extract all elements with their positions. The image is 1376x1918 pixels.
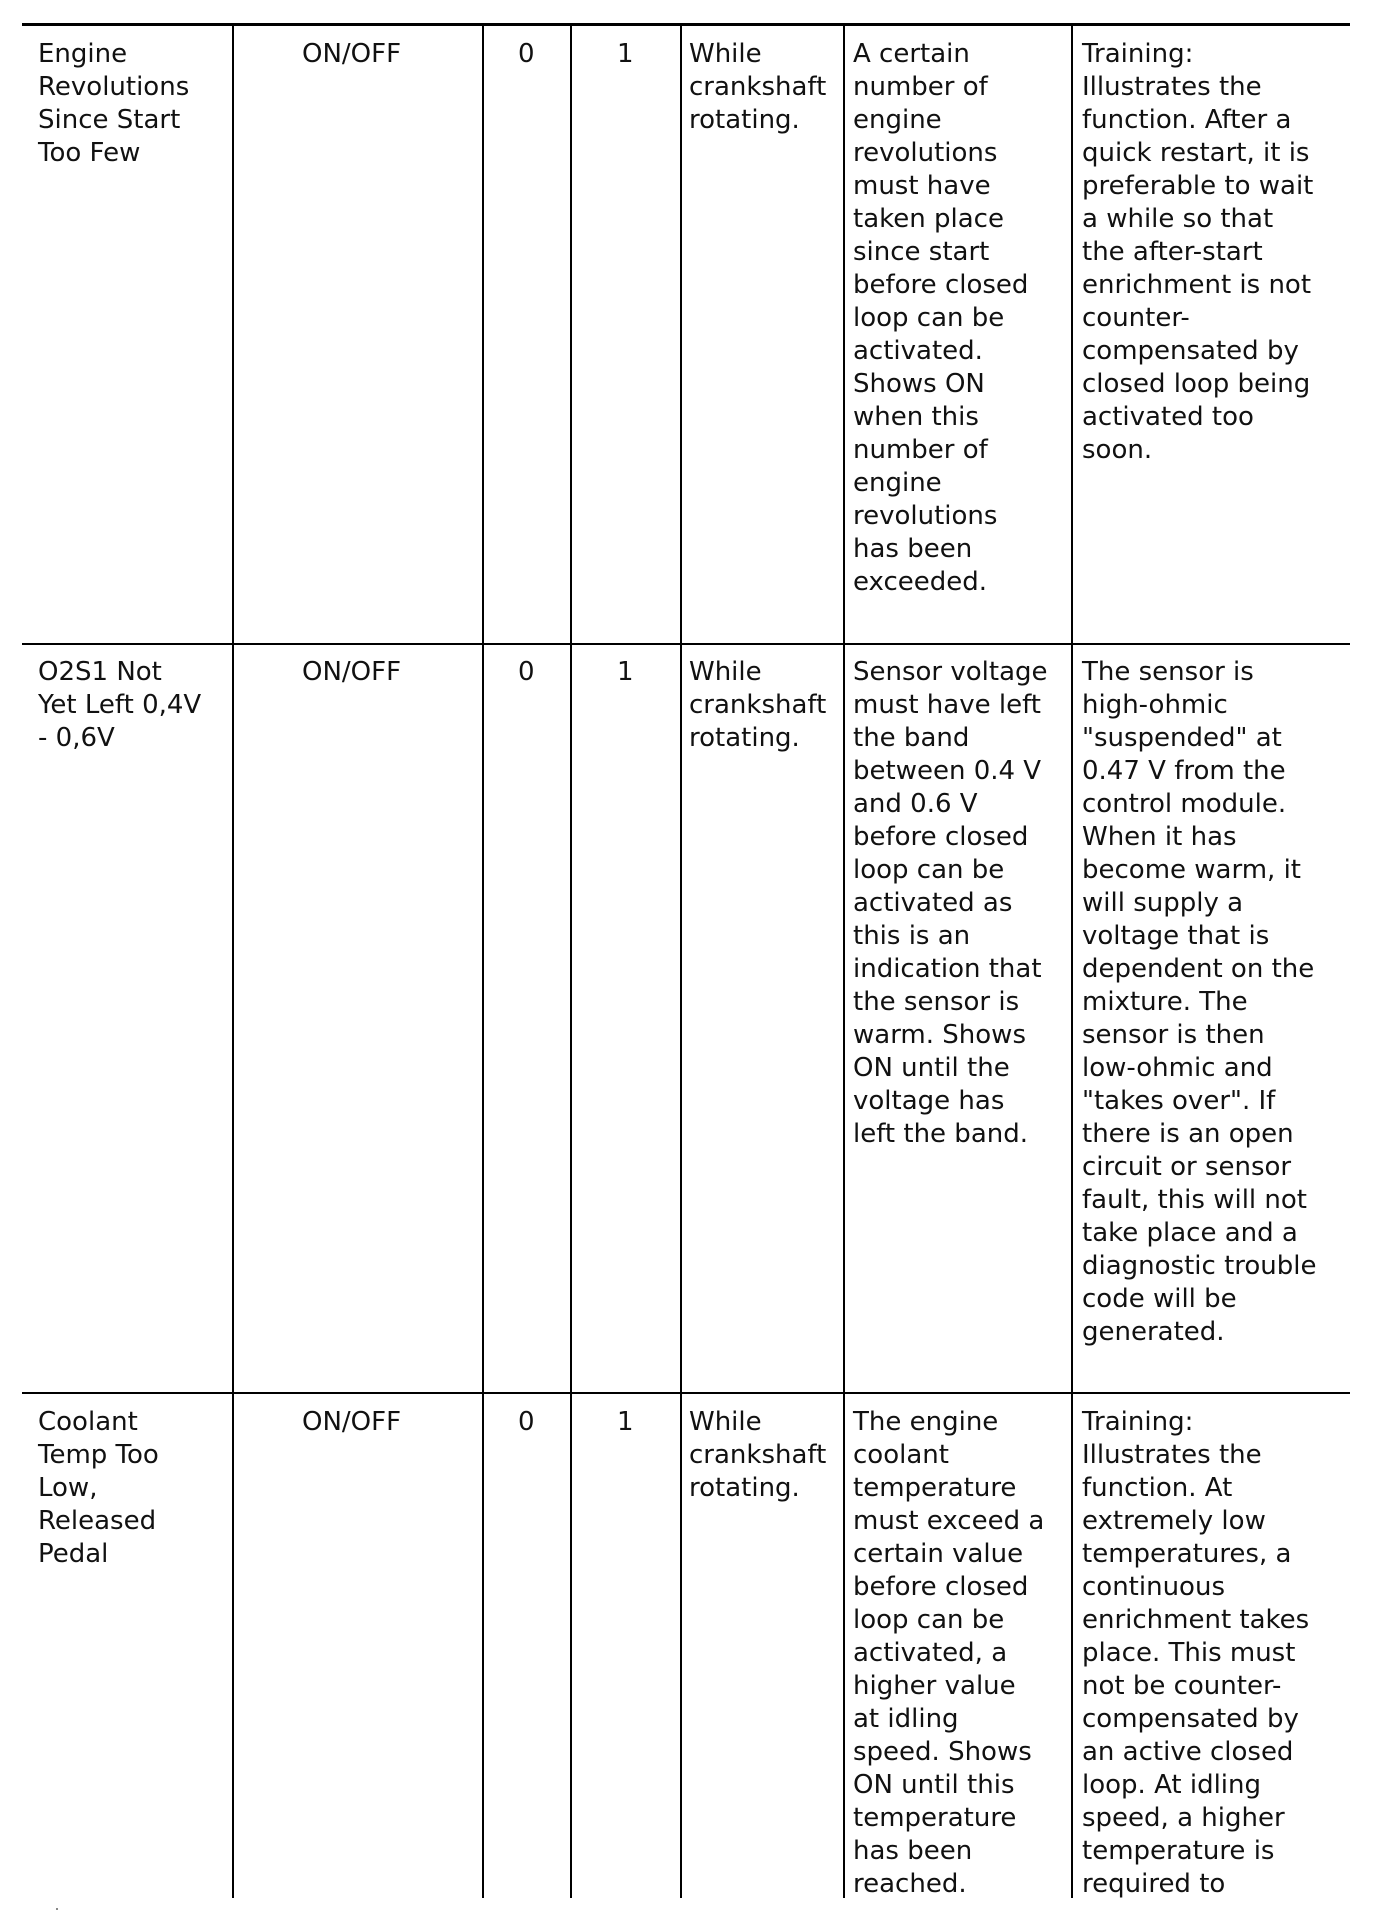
column-divider [843, 26, 845, 1898]
table-row-unit: ON/OFF [302, 657, 402, 687]
table-row-min: 0 [518, 39, 535, 69]
table-row-condition: While crankshaft rotating. [689, 39, 827, 135]
table-row-condition: While crankshaft rotating. [689, 1407, 827, 1503]
column-divider [570, 26, 572, 1898]
column-divider [232, 26, 234, 1898]
table-row-parameter: Engine Revolutions Since Start Too Few [38, 39, 190, 168]
table-row-description: A certain number of engine revolutions must have taken place since start before closed loop can be activated. Shows ON when this number of engine revolutions has been exceeded. [853, 39, 1029, 597]
table-row-unit: ON/OFF [302, 39, 402, 69]
scan-speck [56, 1908, 58, 1910]
table-row-max: 1 [617, 657, 634, 687]
row-separator [22, 1392, 1350, 1394]
table-row-comment: Training: Illustrates the function. At extremely low temperatures, a continuous enrichment takes place. This must not be counter- compensated by an active closed loop. At idling speed, a higher temperature is required to [1082, 1407, 1310, 1899]
table-row-comment: Training: Illustrates the function. After a quick restart, it is preferable to wait a while so that the after-start enrichment is not counter- compensated by closed loop being activated too soon. [1082, 39, 1314, 465]
table-row-parameter: Coolant Temp Too Low, Released Pedal [38, 1407, 159, 1569]
column-divider [1071, 26, 1073, 1898]
table-row-comment: The sensor is high-ohmic "suspended" at 0.47 V from the control module. When it has become warm, it will supply a voltage that is dependent on the mixture. The sensor is then low-ohmic and "takes over". If there is an open circuit or sensor fault, this will not take place and a diagnostic trouble code will be generated. [1082, 657, 1317, 1347]
table-row-description: The engine coolant temperature must exceed a certain value before closed loop can be activated, a higher value at idling speed. Shows ON until this temperature has been reached. [853, 1407, 1045, 1899]
table-row-max: 1 [617, 39, 634, 69]
table-row-unit: ON/OFF [302, 1407, 402, 1437]
table-row-parameter: O2S1 Not Yet Left 0,4V - 0,6V [38, 657, 202, 753]
row-separator [22, 643, 1350, 645]
table-row-min: 0 [518, 657, 535, 687]
table-row-min: 0 [518, 1407, 535, 1437]
table-row-max: 1 [617, 1407, 634, 1437]
table-row-description: Sensor voltage must have left the band between 0.4 V and 0.6 V before closed loop can be activated as this is an indication that the sensor is warm. Shows ON until the voltage has left the band. [853, 657, 1048, 1149]
column-divider [482, 26, 484, 1898]
column-divider [680, 26, 682, 1898]
table-row-condition: While crankshaft rotating. [689, 657, 827, 753]
table-top-rule [22, 23, 1350, 26]
